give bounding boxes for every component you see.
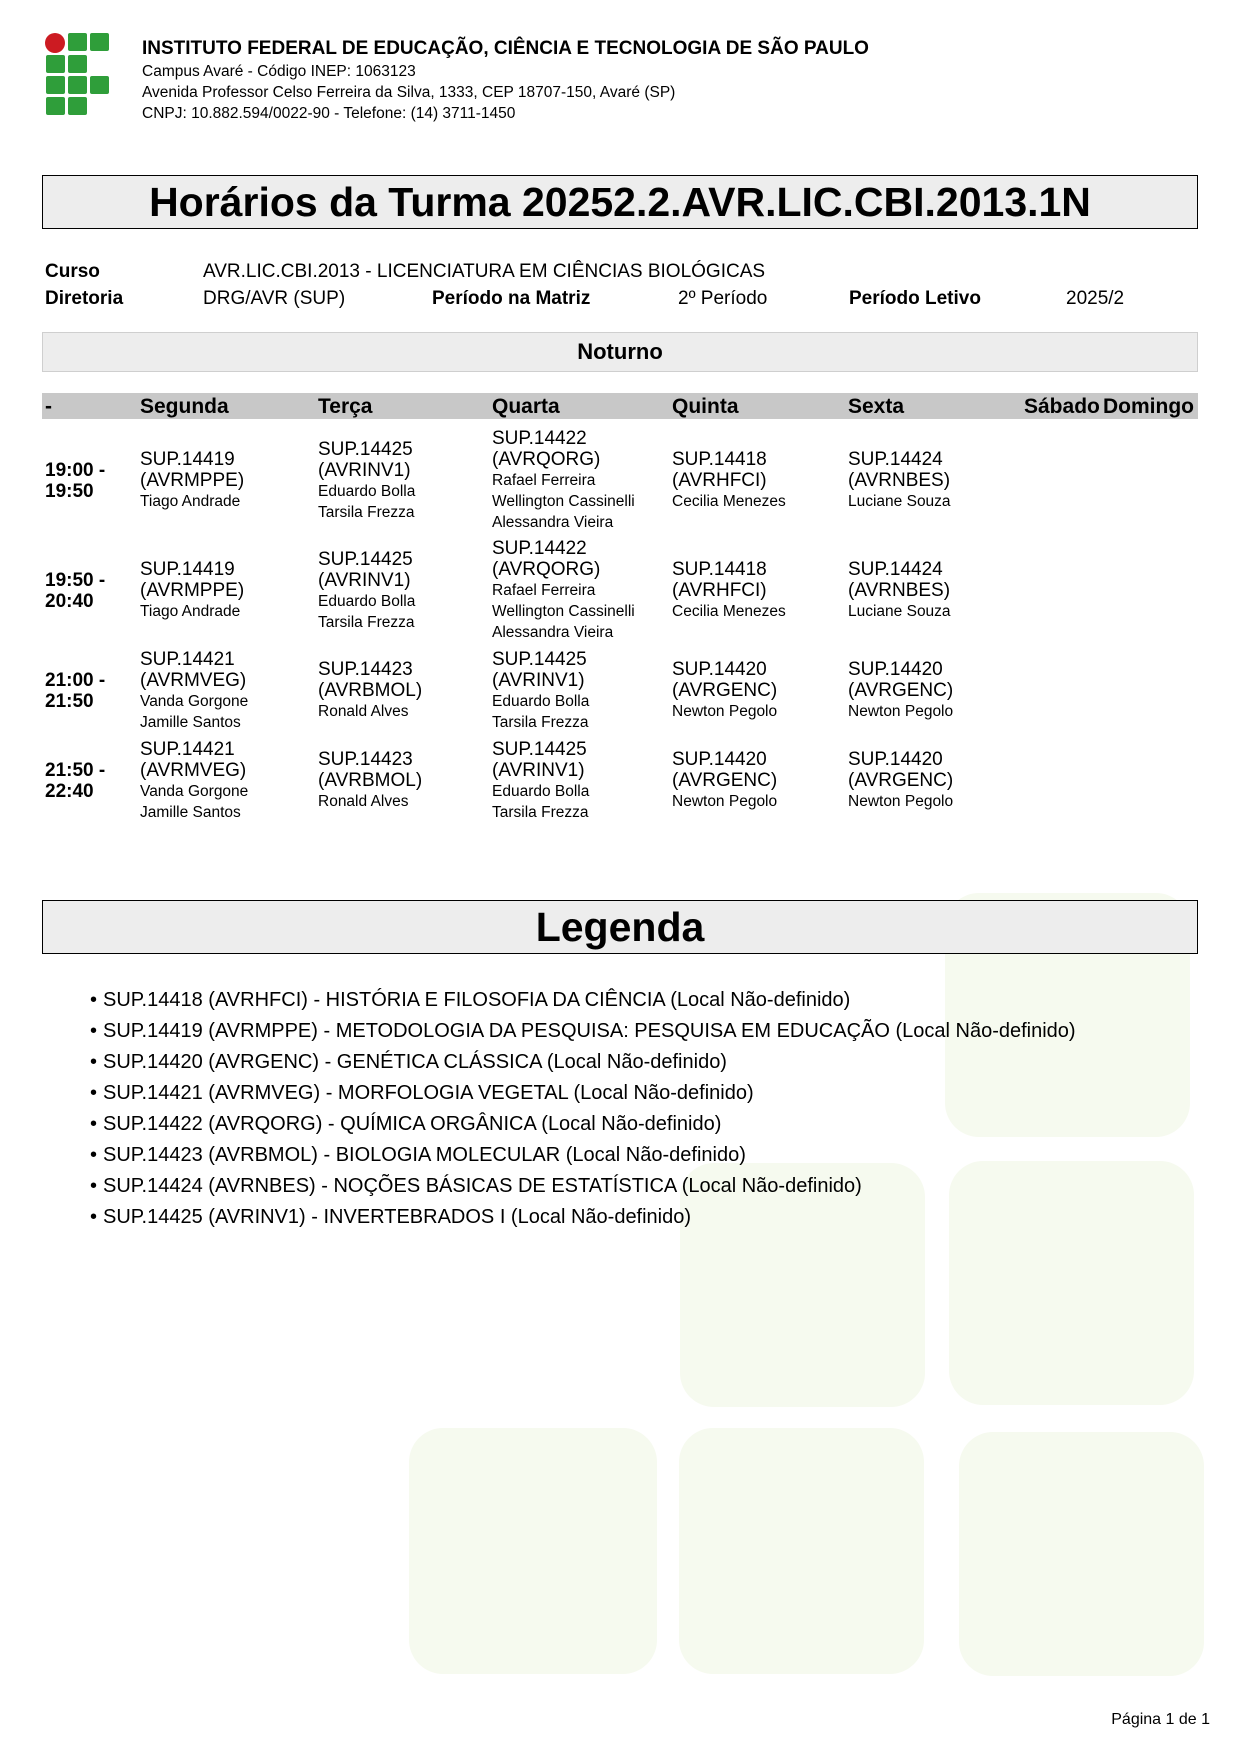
schedule-cell [140,649,248,733]
professor-name: Luciane Souza [848,493,951,510]
schedule-cell [140,449,244,512]
schedule-cell [848,659,953,722]
course-code: (AVRQORG) [492,559,601,580]
professor-name: Tarsila Frezza [492,803,589,821]
professor-name: Tarsila Frezza [318,613,415,631]
curso-value: AVR.LIC.CBI.2013 - LICENCIATURA EM CIÊNCIAS BIOLÓGICAS [203,261,766,282]
institution-name: INSTITUTO FEDERAL DE EDUCAÇÃO, CIÊNCIA E TECNOLOGIA DE SÃO PAULO [142,38,869,59]
periodo-letivo-label: Período Letivo [849,288,981,309]
page-number: Página 1 de 1 [1111,1711,1210,1728]
schedule-cell [318,549,415,633]
course-code: SUP.14421 [140,738,235,760]
logo-square [90,76,109,94]
time-slot [45,460,105,502]
schedule-cell [848,449,951,512]
course-code: SUP.14422 [492,428,587,449]
professor-name: Tarsila Frezza [492,713,589,731]
logo-red-dot [45,33,65,53]
legend-item: • SUP.14422 (AVRQORG) - QUÍMICA ORGÂNICA (Local Não-definido) [90,1109,1076,1140]
curso-label: Curso [45,261,100,282]
course-code: SUP.14425 [492,738,587,760]
schedule-cell [492,428,635,533]
course-code: SUP.14420 [672,749,767,770]
diretoria-value: DRG/AVR (SUP) [203,288,346,309]
course-code: (AVRINV1) [492,759,585,781]
column-header-sabado: Sábado [1024,395,1100,418]
watermark-square [959,1432,1204,1676]
schedule-cell [140,559,244,622]
time-slot-line: 19:50 [45,480,94,502]
legend-item: • SUP.14424 (AVRNBES) - NOÇÕES BÁSICAS DE ESTATÍSTICA (Local Não-definido) [90,1171,1076,1202]
schedule-cell [140,739,248,823]
legend-item: • SUP.14425 (AVRINV1) - INVERTEBRADOS I (Local Não-definido) [90,1202,1076,1233]
time-slot-line: 21:50 - [45,759,106,781]
schedule-cell [672,559,786,622]
time-slot-line: 22:40 [45,780,94,802]
course-code: SUP.14420 [848,749,943,770]
time-slot [45,670,105,712]
time-slot-line: 19:50 - [45,569,106,591]
course-code: SUP.14423 [318,749,413,770]
professor-name: Tiago Andrade [140,493,241,510]
professor-name: Eduardo Bolla [318,482,416,500]
course-code: (AVRINV1) [492,669,585,691]
logo-square [68,55,87,73]
course-code: (AVRHFCI) [672,470,767,491]
professor-name: Jamille Santos [140,803,241,821]
course-code: (AVRHFCI) [672,580,767,601]
periodo-letivo-value: 2025/2 [1066,288,1125,309]
legend-item: • SUP.14420 (AVRGENC) - GENÉTICA CLÁSSICA (Local Não-definido) [90,1047,1076,1078]
course-code: (AVRGENC) [672,680,778,701]
professor-name: Tarsila Frezza [318,503,415,521]
legend-item: • SUP.14421 (AVRMVEG) - MORFOLOGIA VEGETAL (Local Não-definido) [90,1078,1076,1109]
periodo-matriz-value: 2º Período [678,288,768,309]
institution-header [142,37,869,124]
professor-name: Wellington Cassinelli [492,603,635,620]
course-code: (AVRGENC) [848,770,954,791]
watermark-square [409,1428,657,1674]
professor-name: Eduardo Bolla [492,782,590,800]
professor-name: Vanda Gorgone [140,782,249,800]
legend-title: Legenda [42,900,1198,954]
professor-name: Newton Pegolo [672,793,778,810]
time-slot [45,570,105,612]
professor-name: Newton Pegolo [848,703,954,720]
column-header-quinta: Quinta [672,395,739,418]
column-header-terca: Terça [318,395,373,418]
professor-name: Newton Pegolo [848,793,954,810]
schedule-cell [672,749,777,812]
professor-name: Jamille Santos [140,713,241,731]
column-header-domingo: Domingo [1103,395,1194,418]
time-slot-line: 20:40 [45,590,94,612]
schedule-cell [492,649,589,733]
course-code: SUP.14424 [848,449,943,470]
logo-square [68,97,87,115]
legend-item: • SUP.14423 (AVRBMOL) - BIOLOGIA MOLECULAR (Local Não-definido) [90,1140,1076,1171]
schedule-cell [672,449,786,512]
course-code: (AVRINV1) [318,459,411,481]
professor-name: Rafael Ferreira [492,582,596,599]
schedule-header-row [42,393,1198,419]
schedule-cell [318,439,415,523]
watermark-square [679,1428,924,1674]
page-title: Horários da Turma 20252.2.AVR.LIC.CBI.2013.1N [42,175,1198,229]
course-code: (AVRGENC) [848,680,954,701]
schedule-cell [492,739,589,823]
professor-name: Newton Pegolo [672,703,778,720]
course-code: SUP.14425 [318,438,413,460]
course-code: SUP.14425 [492,648,587,670]
course-code: SUP.14425 [318,548,413,570]
course-code: SUP.14420 [848,659,943,680]
course-code: SUP.14418 [672,559,767,580]
course-code: (AVRMPPE) [140,470,245,491]
course-code: (AVRINV1) [318,569,411,591]
time-slot-line: 19:00 - [45,459,106,481]
schedule-cell [848,749,953,812]
professor-name: Eduardo Bolla [492,692,590,710]
legend-item: • SUP.14419 (AVRMPPE) - METODOLOGIA DA PESQUISA: PESQUISA EM EDUCAÇÃO (Local Não-definido) [90,1016,1076,1047]
professor-name: Rafael Ferreira [492,472,596,489]
schedule-cell [672,659,777,722]
professor-name: Vanda Gorgone [140,692,249,710]
contact-line: CNPJ: 10.882.594/0022-90 - Telefone: (14) 3711-1450 [142,105,516,122]
course-code: SUP.14419 [140,559,235,580]
professor-name: Cecilia Menezes [672,493,786,510]
professor-name: Cecilia Menezes [672,603,786,620]
course-code: (AVRMVEG) [140,669,247,691]
column-header-sexta: Sexta [848,395,905,418]
professor-name: Wellington Cassinelli [492,493,635,510]
course-code: (AVRGENC) [672,770,778,791]
schedule-cell [848,559,951,622]
logo-square [46,76,65,94]
address-line: Avenida Professor Celso Ferreira da Silva, 1333, CEP 18707-150, Avaré (SP) [142,84,676,101]
course-code: (AVRNBES) [848,580,951,601]
schedule-cell [492,538,635,643]
logo-square [68,76,87,94]
course-code: SUP.14419 [140,449,235,470]
schedule-cell [318,659,422,722]
time-slot [45,760,105,802]
column-header-segunda: Segunda [140,395,229,418]
professor-name: Alessandra Vieira [492,514,614,531]
diretoria-label: Diretoria [45,288,124,309]
course-code: (AVRMPPE) [140,580,245,601]
logo-square [68,33,87,51]
legend-item: • SUP.14418 (AVRHFCI) - HISTÓRIA E FILOSOFIA DA CIÊNCIA (Local Não-definido) [90,985,1076,1016]
time-slot-line: 21:50 [45,690,94,712]
course-code: (AVRBMOL) [318,680,423,701]
course-code: SUP.14424 [848,559,943,580]
professor-name: Eduardo Bolla [318,592,416,610]
column-header-quarta: Quarta [492,395,560,418]
professor-name: Ronald Alves [318,703,409,720]
course-code: SUP.14420 [672,659,767,680]
logo-square [46,55,65,73]
shift-banner: Noturno [42,332,1198,372]
professor-name: Alessandra Vieira [492,624,614,641]
course-code: SUP.14422 [492,538,587,559]
course-code: (AVRQORG) [492,449,601,470]
professor-name: Luciane Souza [848,603,951,620]
course-code: SUP.14418 [672,449,767,470]
course-code: SUP.14421 [140,648,235,670]
schedule-cell [318,749,422,812]
professor-name: Tiago Andrade [140,603,241,620]
campus-line: Campus Avaré - Código INEP: 1063123 [142,63,416,80]
legend-list [90,985,1076,1233]
professor-name: Ronald Alves [318,793,409,810]
logo-square [90,33,109,51]
course-code: (AVRBMOL) [318,770,423,791]
course-code: SUP.14423 [318,659,413,680]
column-header-time: - [45,395,52,418]
periodo-matriz-label: Período na Matriz [432,288,591,309]
logo-square [46,97,65,115]
course-code: (AVRMVEG) [140,759,247,781]
institution-logo [44,32,112,116]
course-code: (AVRNBES) [848,470,951,491]
time-slot-line: 21:00 - [45,669,106,691]
